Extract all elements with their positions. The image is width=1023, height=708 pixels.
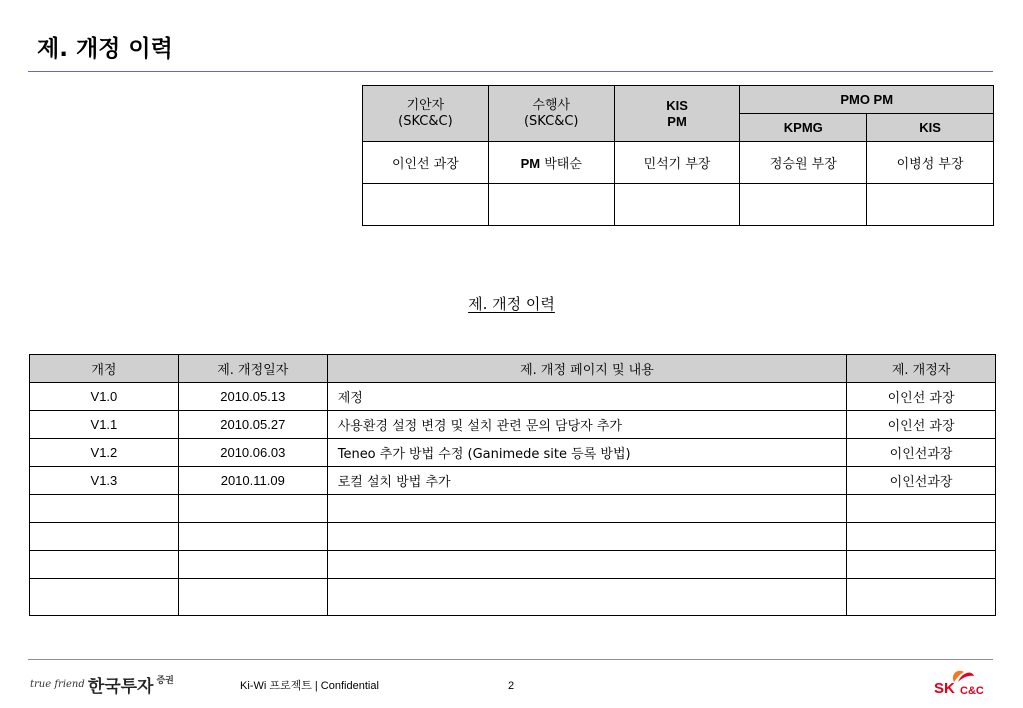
kis-header: KIS bbox=[867, 114, 994, 142]
version-cell: V1.2 bbox=[30, 439, 179, 467]
sk-cc-logo bbox=[934, 666, 994, 700]
version-cell: V1.0 bbox=[30, 383, 179, 411]
version-cell: V1.1 bbox=[30, 411, 179, 439]
author-cell: 이인선과장 bbox=[847, 467, 996, 495]
pmo-pm-header: PMO PM bbox=[740, 86, 994, 114]
col-content: 제. 개정 페이지 및 내용 bbox=[327, 355, 846, 383]
table-row bbox=[30, 411, 996, 439]
footer-text: Ki-Wi 프로젝트 | Confidential bbox=[240, 680, 379, 692]
performer-name-text: 박태순 bbox=[540, 157, 582, 172]
sk-text: SK bbox=[934, 680, 955, 697]
table-row bbox=[30, 467, 996, 495]
table-row bbox=[30, 383, 996, 411]
logo-sub-text: 증권 bbox=[156, 676, 174, 686]
title-divider bbox=[28, 71, 993, 72]
date-cell: 2010.06.03 bbox=[178, 439, 327, 467]
signature-cell bbox=[488, 184, 614, 226]
kpmg-header: KPMG bbox=[740, 114, 867, 142]
drafter-header bbox=[363, 86, 489, 142]
date-cell: 2010.05.27 bbox=[178, 411, 327, 439]
page-number: 2 bbox=[508, 680, 515, 692]
drafter-header-label: 기안자 (SKC&C) bbox=[398, 97, 453, 129]
section-title bbox=[0, 293, 1023, 314]
table-row bbox=[30, 439, 996, 467]
table-row-empty bbox=[30, 579, 996, 616]
logo-en-text: true friend bbox=[30, 679, 85, 690]
col-author: 제. 개정자 bbox=[847, 355, 996, 383]
performer-name bbox=[488, 142, 614, 184]
kis-pm-header-label: KIS PM bbox=[666, 97, 688, 129]
content-cell: 제정 bbox=[327, 383, 846, 411]
performer-header-label: 수행사 (SKC&C) bbox=[523, 97, 579, 129]
content-cell: 사용환경 설정 변경 및 설치 관련 문의 담당자 추가 bbox=[327, 411, 846, 439]
signature-cell bbox=[363, 184, 489, 226]
author-cell: 이인선 과장 bbox=[847, 383, 996, 411]
section-title-text: 제. 개정 이력 bbox=[468, 295, 555, 313]
revision-table bbox=[29, 354, 996, 616]
date-cell: 2010.05.13 bbox=[178, 383, 327, 411]
kis-pm-header bbox=[614, 86, 740, 142]
content-cell: 로컬 설치 방법 추가 bbox=[327, 467, 846, 495]
true-friend-logo bbox=[30, 672, 174, 697]
kis-name: 이병성 부장 bbox=[867, 142, 994, 184]
performer-prefix: PM bbox=[520, 156, 541, 171]
page-title: 제. 개정 이력 bbox=[37, 36, 173, 62]
author-cell: 이인선 과장 bbox=[847, 411, 996, 439]
drafter-name: 이인선 과장 bbox=[363, 142, 489, 184]
performer-header bbox=[488, 86, 614, 142]
table-row-empty bbox=[30, 495, 996, 523]
content-cell: Teneo 추가 방법 수정 (Ganimede site 등록 방법) bbox=[327, 439, 846, 467]
kpmg-name: 정승원 부장 bbox=[740, 142, 867, 184]
version-cell: V1.3 bbox=[30, 467, 179, 495]
signature-cell bbox=[740, 184, 867, 226]
table-row-empty bbox=[30, 523, 996, 551]
col-version: 개정 bbox=[30, 355, 179, 383]
logo-kr-text: 한국투자 bbox=[87, 677, 154, 697]
kis-pm-name: 민석기 부장 bbox=[614, 142, 740, 184]
table-row-empty bbox=[30, 551, 996, 579]
author-cell: 이인선과장 bbox=[847, 439, 996, 467]
approval-table bbox=[362, 85, 994, 226]
col-date: 제. 개정일자 bbox=[178, 355, 327, 383]
signature-cell bbox=[614, 184, 740, 226]
cc-text: C&C bbox=[960, 685, 984, 697]
footer-divider bbox=[28, 659, 993, 660]
date-cell: 2010.11.09 bbox=[178, 467, 327, 495]
signature-cell bbox=[867, 184, 994, 226]
